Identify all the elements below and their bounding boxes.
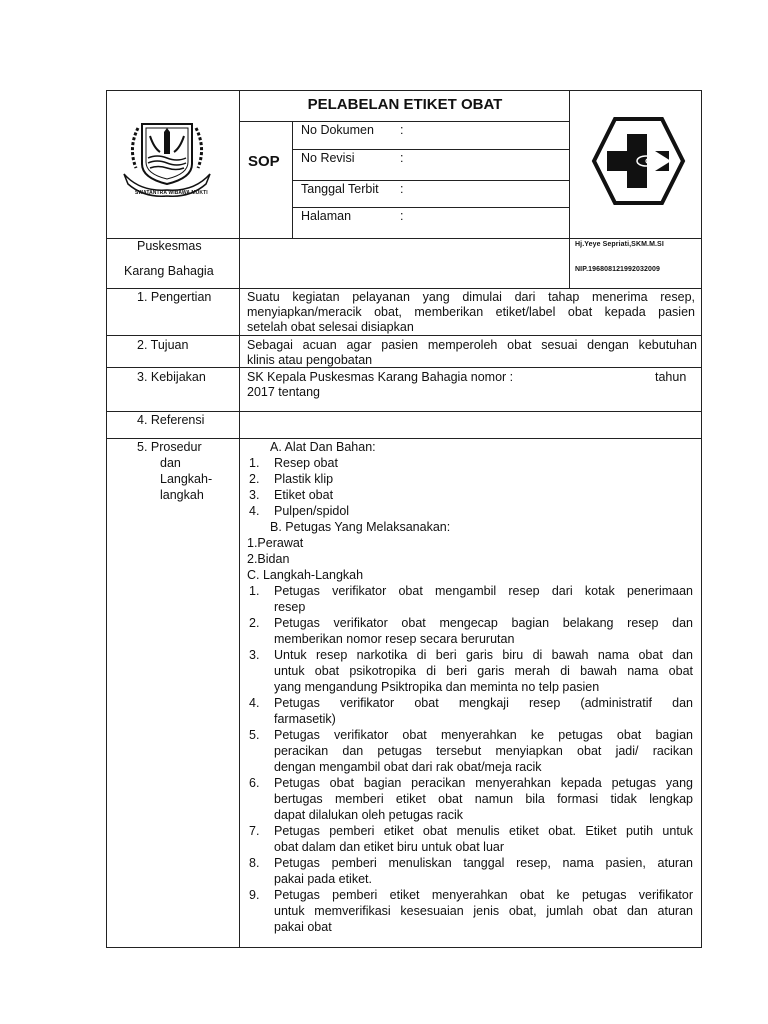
list-item: 2.Bidan bbox=[247, 552, 290, 566]
step-text-line: yang mengandung Psiktropika dan meminta no telp pasien bbox=[274, 680, 600, 694]
kebijakan-line-last: 2017 tentang bbox=[247, 385, 320, 399]
step-text-line: Petugas verifikator obat mengkaji resep (administratif dan bbox=[274, 696, 693, 710]
step-number: 8. bbox=[249, 856, 260, 870]
list-item-number: 2. bbox=[249, 472, 260, 486]
step-number: 7. bbox=[249, 824, 260, 838]
step-text-line: pakai obat bbox=[274, 920, 332, 934]
pengertian-line: menyiapkan/meracik obat, memberikan etiket/label obat kepada pasien bbox=[247, 305, 695, 319]
regency-emblem-logo bbox=[120, 118, 214, 200]
puskesmas-logo bbox=[591, 116, 686, 206]
list-item-number: 3. bbox=[249, 488, 260, 502]
signer-nip: NIP.196808121992032009 bbox=[575, 266, 660, 273]
list-item-number: 1. bbox=[249, 456, 260, 470]
step-text-line: dengan mengambil obat dari rak obat/meja racik bbox=[274, 760, 542, 774]
tujuan-line-last: klinis atau pengobatan bbox=[247, 353, 373, 367]
step-text-line: Petugas verifikator obat mengambil resep dari kotak penerimaan bbox=[274, 584, 693, 598]
list-item: Etiket obat bbox=[274, 488, 334, 502]
list-item: Plastik klip bbox=[274, 472, 334, 486]
step-text-line: resep bbox=[274, 600, 306, 614]
step-text-line: Petugas verifikator obat menyerahkan ke petugas obat bagian bbox=[274, 728, 693, 742]
step-text-line: Petugas obat bagian peracikan menyerahkan kepada petugas yang bbox=[274, 776, 693, 790]
step-text-line: Petugas verifikator obat mengecap bagian belakang resep dan bbox=[274, 616, 693, 630]
section-label-tujuan: 2. Tujuan bbox=[137, 338, 189, 352]
step-number: 2. bbox=[249, 616, 260, 630]
field-colon: : bbox=[400, 151, 404, 165]
list-item: Pulpen/spidol bbox=[274, 504, 350, 518]
section-label-prosedur: langkah bbox=[160, 488, 204, 502]
tujuan-line: Sebagai acuan agar pasien memperoleh obat sesuai dengan kebutuhan bbox=[247, 338, 697, 352]
section-label-prosedur: 5. Prosedur bbox=[137, 440, 202, 454]
signer-name: Hj.Yeye Sepriati,SKM.M.SI bbox=[575, 241, 664, 248]
step-text-line: peracikan dan petugas tersebut menyiapkan obat jadi/ racikan bbox=[274, 744, 693, 758]
field-colon: : bbox=[400, 209, 404, 223]
step-text-line: untuk obat psikotropika di beri garis merah di bawah nama obat bbox=[274, 664, 693, 678]
section-label-pengertian: 1. Pengertian bbox=[137, 290, 212, 304]
field-label-no-revisi: No Revisi bbox=[301, 151, 355, 165]
step-text-line: Petugas pemberi menuliskan tanggal resep, nama pasien, aturan bbox=[274, 856, 693, 870]
step-text-line: Untuk resep narkotika di beri garis biru di bawah nama obat dan bbox=[274, 648, 693, 662]
step-text-line: dapat dilalukan oleh petugas racik bbox=[274, 808, 464, 822]
subsection-title-alat: A. Alat Dan Bahan: bbox=[270, 440, 376, 454]
subsection-title-petugas: B. Petugas Yang Melaksanakan: bbox=[270, 520, 451, 534]
section-label-referensi: 4. Referensi bbox=[137, 413, 205, 427]
kebijakan-line: SK Kepala Puskesmas Karang Bahagia nomor : bbox=[247, 370, 514, 384]
step-number: 5. bbox=[249, 728, 260, 742]
field-label-no-dokumen: No Dokumen bbox=[301, 123, 374, 137]
kebijakan-year-label: tahun bbox=[655, 370, 687, 384]
field-colon: : bbox=[400, 123, 404, 137]
field-colon: : bbox=[400, 182, 404, 196]
section-label-kebijakan: 3. Kebijakan bbox=[137, 370, 206, 384]
step-text-line: untuk memverifikasi kesesuaian jenis obat, jumlah obat dan aturan bbox=[274, 904, 693, 918]
field-label-tanggal-terbit: Tanggal Terbit bbox=[301, 182, 379, 196]
section-label-prosedur: dan bbox=[160, 456, 181, 470]
step-number: 9. bbox=[249, 888, 260, 902]
step-text-line: bertugas memberi etiket obat namun bila formasi tidak lengkap bbox=[274, 792, 693, 806]
sop-label: SOP bbox=[248, 153, 280, 170]
logo-caption: SWATANTRA WIBAWA MUKTI bbox=[135, 190, 208, 196]
step-number: 6. bbox=[249, 776, 260, 790]
step-number: 4. bbox=[249, 696, 260, 710]
list-item-number: 4. bbox=[249, 504, 260, 518]
step-text-line: farmasetik) bbox=[274, 712, 336, 726]
pengertian-line: Suatu kegiatan pelayanan yang dimulai dari tahap menerima resep, bbox=[247, 290, 695, 304]
org-name-line2: Karang Bahagia bbox=[124, 264, 214, 278]
step-number: 3. bbox=[249, 648, 260, 662]
page-title: PELABELAN ETIKET OBAT bbox=[307, 96, 503, 113]
field-label-halaman: Halaman bbox=[301, 209, 352, 223]
step-text-line: Petugas pemberi etiket obat menulis etiket obat. Etiket putih untuk bbox=[274, 824, 693, 838]
list-item: 1.Perawat bbox=[247, 536, 304, 550]
subsection-title-langkah: C. Langkah-Langkah bbox=[247, 568, 364, 582]
list-item: Resep obat bbox=[274, 456, 338, 470]
step-number: 1. bbox=[249, 584, 260, 598]
section-label-prosedur: Langkah- bbox=[160, 472, 213, 486]
step-text-line: obat dalam dan etiket biru untuk obat luar bbox=[274, 840, 505, 854]
org-name-line1: Puskesmas bbox=[137, 239, 202, 253]
step-text-line: memberikan nomor resep secara berurutan bbox=[274, 632, 515, 646]
pengertian-line-last: setelah obat selesai disiapkan bbox=[247, 320, 414, 334]
step-text-line: pakai pada etiket. bbox=[274, 872, 372, 886]
step-text-line: Petugas pemberi etiket menyerahkan obat ke petugas verifikator bbox=[274, 888, 693, 902]
